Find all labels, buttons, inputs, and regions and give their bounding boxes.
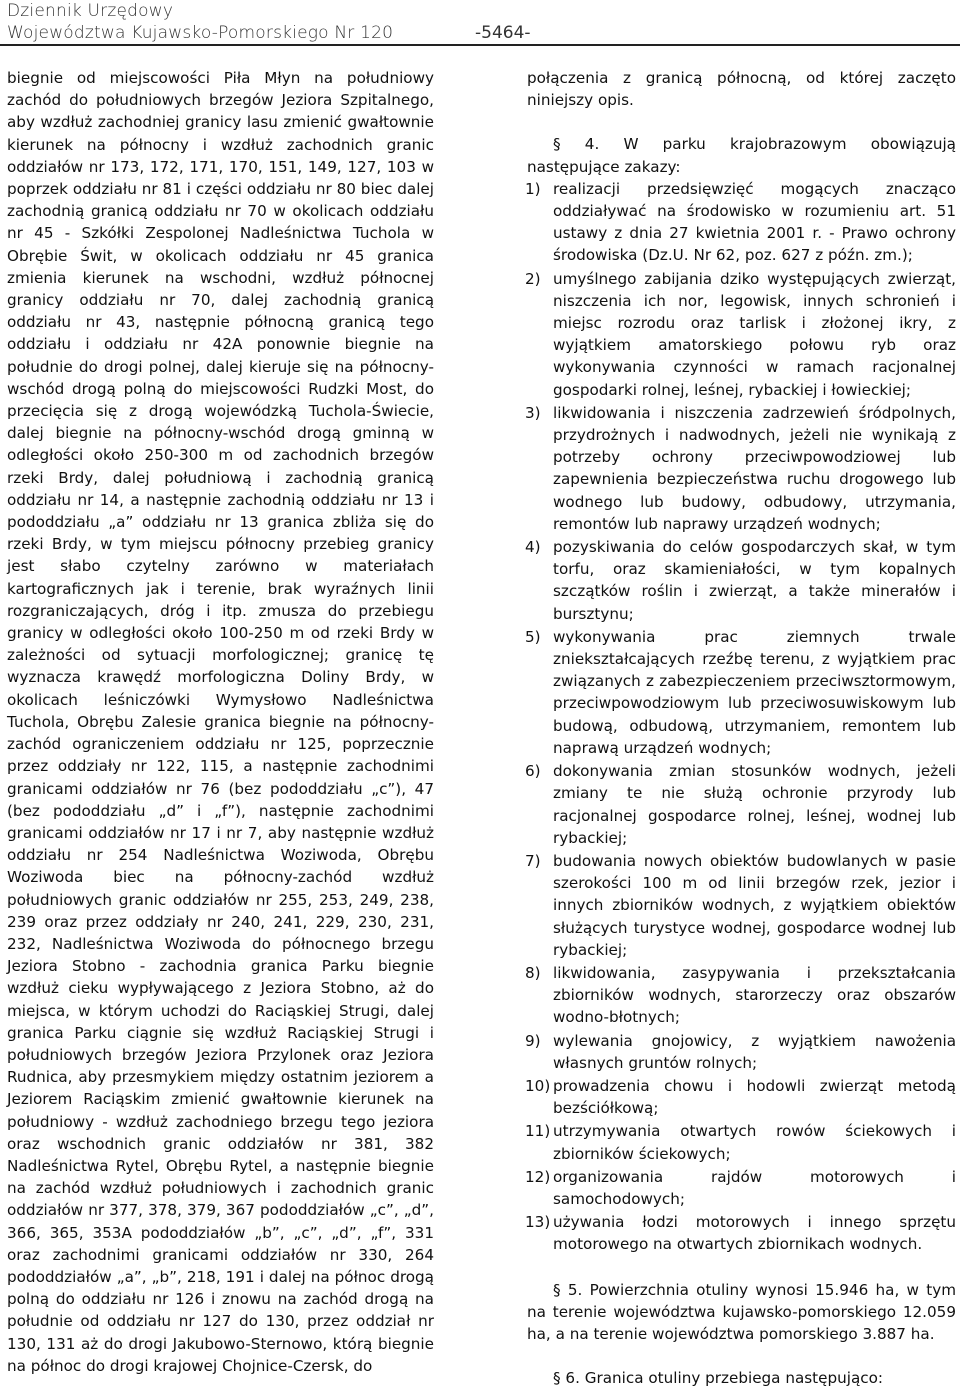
list-item-number: 2) bbox=[525, 269, 541, 288]
list-item bbox=[525, 536, 956, 625]
list-item-text: wykonywania prac ziemnych trwale zniekształcających rzeźbę terenu, z wyjątkiem prac związanych z zabezpieczeniem przeciwsztormowym, przeciwpowodziowym lub przeciwosuwiskowym lub budową, odbudową, utrzymaniem, remontem lub naprawą urządzeń wodnych; bbox=[553, 627, 956, 757]
list-item bbox=[525, 1075, 956, 1119]
list-item-text: pozyskiwania do celów gospodarczych skał, w tym torfu, oraz skamieniałości, w tym kopalnych szczątków roślin i zwierząt, a także minerałów i bursztynu; bbox=[553, 538, 956, 623]
list-item-text: używania łodzi motorowych i innego sprzętu motorowego na otwartych zbiornikach wodnych. bbox=[553, 1213, 956, 1254]
list-item-text: prowadzenia chowu i hodowli zwierząt metodą bezściółkową; bbox=[553, 1076, 956, 1118]
list-item-number: 6) bbox=[525, 762, 541, 781]
list-item bbox=[525, 268, 956, 401]
list-item-text: dokonywania zmian stosunków wodnych, jeżeli zmiany te nie służą ochronie przyrody lub racjonalnej gospodarce rolnej, leśnej, wodnej lub rybackiej; bbox=[553, 762, 956, 847]
right-column bbox=[527, 67, 956, 1389]
list-item bbox=[525, 402, 956, 535]
section-5: § 5. Powierzchnia otuliny wynosi 15.946 ha, w tym na terenie województwa kujawsko-pomorskiego 12.059 ha, a na terenie województwa pomorskiego 3.887 ha. bbox=[527, 1280, 956, 1343]
list-item-number: 8) bbox=[525, 963, 541, 982]
page-number: -5464- bbox=[475, 23, 531, 43]
list-item bbox=[525, 178, 956, 267]
list-item bbox=[525, 626, 956, 759]
list-item bbox=[525, 1030, 956, 1074]
list-item-number: 12) bbox=[525, 1167, 551, 1186]
list-item-text: wylewania gnojowicy, z wyjątkiem nawożenia własnych gruntów rolnych; bbox=[553, 1031, 956, 1072]
list-item bbox=[525, 760, 956, 849]
list-item-text: likwidowania i niszczenia zadrzewień śródpolnych, przydrożnych i nadwodnych, jeżeli nie wynikają z potrzeby ochrony przeciwpowodziowej lub zapewnienia bezpieczeństwa ruchu drogowego lub wodnego lub budowy, odbudowy, utrzymania, remontów lub naprawy urządzeń wodnych; bbox=[553, 403, 956, 533]
section-4-lead: § 4. W parku krajobrazowym obowiązują następujące zakazy: bbox=[527, 135, 956, 176]
list-item-text: budowania nowych obiektów budowlanych w pasie szerokości 100 m od linii brzegów rzek, jezior i innych zbiorników wodnych, z wyjątkiem obiektów służących turystyce wodnej, gospodarce wodnej lub rybackiej; bbox=[553, 851, 956, 959]
list-item bbox=[525, 1120, 956, 1164]
list-item-number: 9) bbox=[525, 1031, 541, 1050]
right-intro: połączenia z granicą północną, od której zaczęto niniejszy opis. bbox=[527, 69, 956, 110]
page-header bbox=[7, 0, 947, 44]
list-item bbox=[525, 1166, 956, 1210]
list-item-number: 11) bbox=[525, 1122, 551, 1141]
list-item-text: organizowania rajdów motorowych i samochodowych; bbox=[553, 1167, 956, 1208]
left-column-text: biegnie od miejscowości Piła Młyn na południowy zachód do południowych brzegów Jeziora Szpitalnego, aby wzdłuż zachodniej granicy lasu zmienić gwałtownie kierunek na północny i wzdłuż zachodnich granic oddziałów nr 173, 172, 171, 170, 151, 149, 127, 103 w poprzek oddziału nr 81 i części oddziału nr 80 biec dalej zachodnią granicą oddziału nr 70 w okolicach oddziału nr 45 - Szkółki Zespolonej Nadleśnictwa Tuchola w Obrębie Świt, w okolicach oddziału nr 45 granica zmienia kierunek na wschodni, wzdłuż północnej granicy oddziału nr 70, dalej zachodnią granicą oddziału nr 43, następnie północną granicą tego oddziału i oddziału nr 42A ponownie biegnie na południe do drogi polnej, dalej kieruje się na północny-wschód drogą polną do miejscowości Rudzki Most, do przecięcia się z drogą wojewódzką Tuchola-Świecie, dalej biegnie na północny-wschód drogą gminną w odległości około 250-300 m od zachodnich brzegów rzeki Brdy, dalej południową i zachodnią granicą oddziału nr 14, a następnie zachodnią oddziału nr 13 i pododdziału „a” oddziału nr 13 granica zbliża się do rzeki Brdy, w tym miejscu północny przebieg granicy jest słabo czytelny zarówno w materiałach kartograficznych jak i terenie, brak wyraźnych linii rozgraniczających, dróg i itp. zmusza do przebiegu granicy w odległości około 100-250 m od rzeki Brdy w zależności od sytuacji morfologicznej; granicę tę wyznacza krawędź morfologiczna Doliny Brdy, w okolicach leśniczówki Wymysłowo Nadleśnictwa Tuchola, Obrębu Zalesie granica biegnie na północny-zachód ograniczeniem oddziału nr 125, poprzecznie przez oddziały nr 122, 115, a następnie zachodnimi granicami oddziałów nr 76 (bez pododdziału „c”), 47 (bez pododdziału „d” i „f”), następnie zachodnimi granicami oddziałów nr 17 i nr 7, aby następnie wzdłuż oddziału nr 254 Nadleśnictwa Woziwoda, Obrębu Woziwoda biec na północny-zachód wzdłuż południowych granic oddziałów nr 255, 253, 249, 238, 239 oraz przez oddziały nr 240, 241, 229, 230, 231, 232, Nadleśnictwa Woziwoda do północnego brzegu Jeziora Stobno - zachodnia granica Parku biegnie wzdłuż cieku wypływającego z Jeziora Stobno, aż do miejsca, w którym uchodzi do Raciąskiej Strugi, dalej granica Parku ciągnie się wzdłuż Raciąskiej Strugi i południowych brzegów Jeziora Przylonek oraz Jeziora Rudnica, aby przesmykiem między ostatnim jeziorem a Jeziorem Raciąskim zmienić gwałtownie kierunek na południowy - wzdłuż zachodniego brzegu tego jeziora oraz wschodnich granic oddziałów nr 381, 382 Nadleśnictwa Rytel, Obrębu Rytel, a następnie biegnie na zachód wzdłuż południowych i zachodnich granic oddziałów nr 377, 378, 379, 367 pododdziałów „c”, „d”, 366, 365, 353A pododdziałów „b”, „c”, „d”, „f”, 331 oraz zachodnimi granicami oddziałów nr 330, 264 pododdziałów „a”, „b”, 218, 191 i dalej na północ drogą polną do oddziału nr 126 i znowu na zachód drogą na południe od oddziału nr 127 do 130, przez oddział nr 130, 131 aż do drogi Jakubowo-Sternowo, którą biegnie na północ do drogi krajowej Chojnice-Czersk, do bbox=[7, 69, 434, 1375]
list-item-number: 4) bbox=[525, 538, 541, 557]
list-item-number: 7) bbox=[525, 851, 541, 870]
list-item-number: 3) bbox=[525, 403, 541, 422]
section-6: § 6. Granica otuliny przebiega następująco: bbox=[553, 1369, 884, 1388]
left-column bbox=[7, 67, 434, 1377]
list-item-number: 13) bbox=[525, 1213, 551, 1232]
list-item bbox=[525, 850, 956, 961]
list-item-text: umyślnego zabijania dziko występujących zwierząt, niszczenia ich nor, legowisk, innych schronień i miejsc rozrodu oraz tarlisk i złożonej ikry, z wyjątkiem amatorskiego połowu ryb oraz wykonywania czynności w ramach racjonalnej gospodarki rolnej, leśnej, rybackiej i łowieckiej; bbox=[553, 269, 956, 399]
list-item-number: 10) bbox=[525, 1076, 551, 1095]
header-rule bbox=[0, 44, 960, 46]
list-item-text: realizacji przedsięwzięć mogących znacząco oddziaływać na środowisko w rozumieniu art. 51 ustawy z dnia 27 kwietnia 2001 r. - Prawo ochrony środowiska (Dz.U. Nr 62, poz. 627 z późn. zm.); bbox=[553, 179, 956, 265]
prohibitions-list bbox=[527, 178, 956, 1256]
list-item bbox=[525, 962, 956, 1029]
list-item-text: likwidowania, zasypywania i przekształcania zbiorników wodnych, starorzeczy oraz obszarów wodno-błotnych; bbox=[553, 963, 956, 1027]
list-item-number: 1) bbox=[525, 179, 541, 198]
list-item bbox=[525, 1211, 956, 1255]
list-item-number: 5) bbox=[525, 627, 541, 646]
journal-subtitle: Województwa Kujawsko-Pomorskiego Nr 120 bbox=[7, 23, 394, 43]
list-item-text: utrzymywania otwartych rowów ściekowych i zbiorników ściekowych; bbox=[553, 1122, 956, 1163]
journal-title: Dziennik Urzędowy bbox=[7, 1, 174, 21]
